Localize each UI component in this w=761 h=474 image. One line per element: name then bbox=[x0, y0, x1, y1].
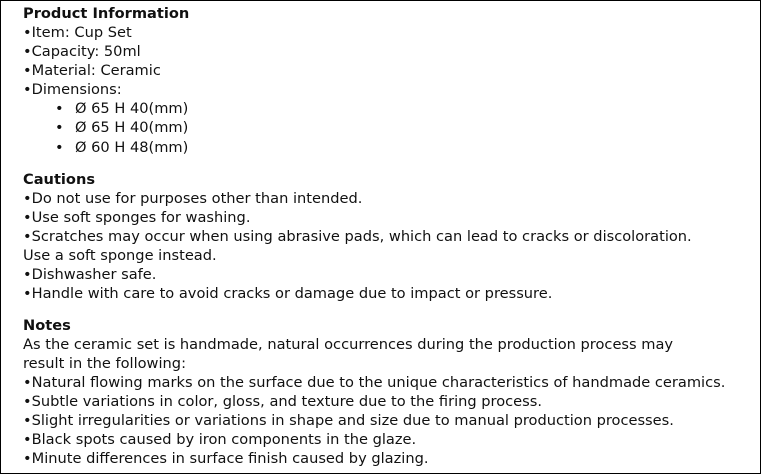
bullet-dot: • bbox=[55, 119, 64, 137]
caution-item: •Scratches may occur when using abrasive pads, which can lead to cracks or discoloration. Use a soft sponge instead. bbox=[23, 227, 692, 264]
note-item: •Minute differences in surface finish caused by glazing. bbox=[23, 449, 429, 467]
bullet-dot: • bbox=[55, 100, 64, 117]
product-information-heading: Product Information bbox=[23, 5, 190, 22]
section-spacer bbox=[23, 303, 713, 316]
dimensions-label: •Dimensions: bbox=[23, 81, 122, 98]
bullet-dot: • bbox=[55, 138, 64, 156]
dimension-value: Ø 60 H 48(mm) bbox=[75, 138, 189, 156]
dimension-item bbox=[23, 138, 713, 157]
notes-section bbox=[23, 316, 726, 468]
dimension-value: Ø 65 H 40(mm) bbox=[75, 100, 189, 117]
dimension-item bbox=[23, 118, 713, 137]
notes-heading: Notes bbox=[23, 316, 71, 334]
product-information-section bbox=[23, 4, 713, 157]
cautions-heading: Cautions bbox=[23, 170, 96, 188]
note-item: •Subtle variations in color, gloss, and texture due to the firing process. bbox=[23, 392, 543, 410]
caution-item: •Dishwasher safe. bbox=[23, 265, 157, 283]
note-item: •Natural flowing marks on the surface due to the unique characteristics of handmade ceramics. bbox=[23, 373, 726, 391]
dimension-item bbox=[23, 99, 713, 118]
dimensions-list bbox=[23, 99, 713, 157]
note-item: •Slight irregularities or variations in shape and size due to manual production processes. bbox=[23, 411, 674, 429]
item-line: •Item: Cup Set bbox=[23, 24, 132, 41]
cautions-section bbox=[23, 170, 713, 303]
material-line: •Material: Ceramic bbox=[23, 62, 161, 79]
caution-item: •Use soft sponges for washing. bbox=[23, 208, 251, 226]
caution-item: •Do not use for purposes other than intended. bbox=[23, 189, 363, 207]
notes-intro: As the ceramic set is handmade, natural occurrences during the production process may result in the following: bbox=[23, 335, 674, 372]
dimension-value: Ø 65 H 40(mm) bbox=[75, 119, 189, 137]
section-spacer bbox=[23, 157, 713, 170]
capacity-line: •Capacity: 50ml bbox=[23, 43, 141, 60]
note-item: •Black spots caused by iron components in the glaze. bbox=[23, 430, 417, 448]
product-details bbox=[23, 4, 726, 468]
caution-item: •Handle with care to avoid cracks or damage due to impact or pressure. bbox=[23, 284, 553, 302]
